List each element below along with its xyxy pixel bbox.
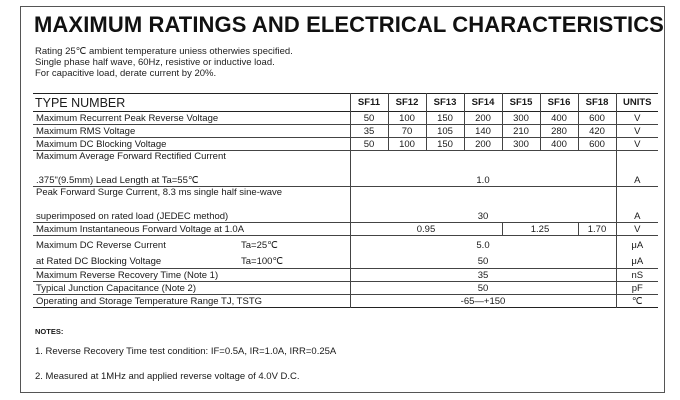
value-cell: 200 [464,138,502,151]
value-cell: 1.0 [350,169,616,187]
param-label: Maximum Average Forward Rectified Current [36,151,226,162]
unit-cell: μA [616,236,658,256]
value-cell: 600 [578,138,616,151]
value-cell: 70 [388,125,426,138]
unit-cell: V [616,223,658,236]
value-cell: 300 [502,112,540,125]
unit-cell: pF [616,282,658,295]
table-row-vrms [33,125,658,138]
value-cell: 420 [578,125,616,138]
param-label-text: Maximum DC Reverse Current [36,240,166,252]
value-cell: 50 [350,112,388,125]
unit-cell: V [616,138,658,151]
param-label: Typical Junction Capacitance (Note 2) [36,282,196,294]
type-header-sf12: SF12 [388,94,426,112]
param-label: Operating and Storage Temperature Range TJ, TSTG [36,295,263,307]
value-cell: 35 [350,269,616,282]
unit-cell: A [616,205,658,223]
type-header-sf15: SF15 [502,94,540,112]
unit-cell: V [616,125,658,138]
param-label [33,256,350,269]
param-label: Maximum Instantaneous Forward Voltage at 1.0A [36,223,245,235]
unit-cell: ℃ [616,295,658,308]
condition-line: Rating 25℃ ambient temperature uniess otherwies specified. [35,46,293,57]
value-cell: 100 [388,138,426,151]
condition-line: For capacitive load, derate current by 20%. [35,68,217,79]
value-cell: 200 [464,112,502,125]
value-cell: 50 [350,256,616,269]
table-row-vf [33,223,658,236]
table-row-ifsm [33,187,658,205]
param-label: .375"(9.5mm) Lead Length at Ta=55℃ [36,175,199,186]
param-label-text: at Rated DC Blocking Voltage [36,256,162,268]
type-number-header: TYPE NUMBER [35,95,126,110]
value-cell: 280 [540,125,578,138]
value-cell: 1.25 [502,223,578,236]
unit-cell: A [616,169,658,187]
param-label: superimposed on rated load (JEDEC method) [36,211,229,222]
condition-line: Single phase half wave, 60Hz, resistive or inductive load. [35,57,275,68]
value-cell: 600 [578,112,616,125]
value-cell: 105 [426,125,464,138]
units-header: UNITS [616,94,658,112]
value-cell: 300 [502,138,540,151]
ratings-table [33,93,658,308]
value-cell: 5.0 [350,236,616,256]
param-label: Peak Forward Surge Current, 8.3 ms single half sine-wave [36,187,283,198]
value-cell: 210 [502,125,540,138]
note-2: 2. Measured at 1MHz and applied reverse voltage of 4.0V D.C. [35,371,300,382]
type-header-sf11: SF11 [350,94,388,112]
table-row-io [33,151,658,169]
note-1: 1. Reverse Recovery Time test condition: IF=0.5A, IR=1.0A, IRR=0.25A [35,346,337,357]
value-cell: 100 [388,112,426,125]
value-cell: 1.70 [578,223,616,236]
param-label: Maximum DC Blocking Voltage [36,138,167,150]
param-label [33,236,350,256]
type-header-sf16: SF16 [540,94,578,112]
table-row-vdc [33,138,658,151]
value-cell: -65—+150 [350,295,616,308]
table-row-trr [33,269,658,282]
type-header-sf18: SF18 [578,94,616,112]
table-row-io-cont [33,169,658,187]
table-row-vrrm [33,112,658,125]
table-row-cj [33,282,658,295]
value-cell: 50 [350,282,616,295]
value-cell: 400 [540,112,578,125]
unit-cell: nS [616,269,658,282]
value-cell: 0.95 [350,223,502,236]
condition-text: Ta=25℃ [241,240,278,252]
value-cell: 150 [426,138,464,151]
table-row-ir-cont [33,256,658,269]
table-row-tj [33,295,658,308]
param-label: Maximum Reverse Recovery Time (Note 1) [36,269,219,281]
notes-heading: NOTES: [35,327,64,336]
table-row-ir [33,236,658,256]
unit-cell: V [616,112,658,125]
header-row [33,94,658,112]
value-cell: 30 [350,205,616,223]
type-header-sf13: SF13 [426,94,464,112]
value-cell: 150 [426,112,464,125]
condition-text: Ta=100℃ [241,256,284,268]
table-row-ifsm-cont [33,205,658,223]
param-label: Maximum Recurrent Peak Reverse Voltage [36,112,219,124]
value-cell: 140 [464,125,502,138]
rating-conditions [35,46,293,79]
unit-cell: μA [616,256,658,269]
page-title: MAXIMUM RATINGS AND ELECTRICAL CHARACTERISTICS [34,12,664,37]
param-label: Maximum RMS Voltage [36,125,136,137]
value-cell: 35 [350,125,388,138]
type-header-sf14: SF14 [464,94,502,112]
value-cell: 400 [540,138,578,151]
value-cell: 50 [350,138,388,151]
